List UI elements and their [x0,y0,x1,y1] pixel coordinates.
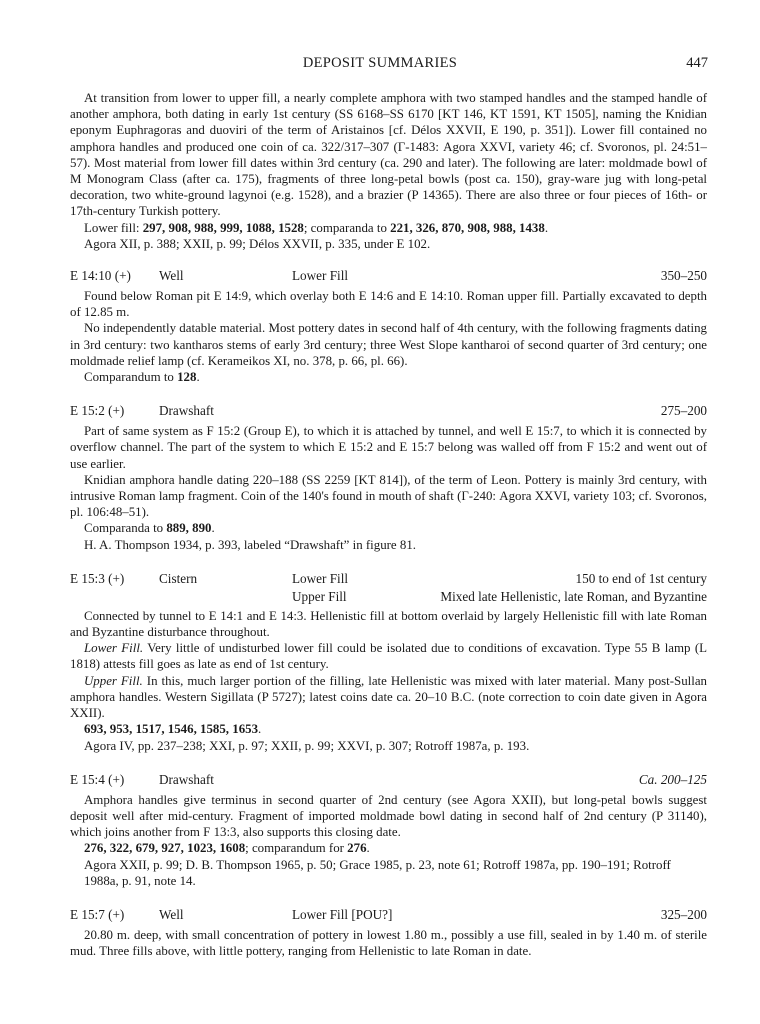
running-head [0,55,760,75]
comparanda-prefix: ; comparanda to [303,220,391,235]
deposit-date: 275–200 [660,403,707,419]
deposit-catalogue [70,520,707,536]
deposit-id: E 15:4 (+) [70,771,125,787]
deposit-references: Agora XXII, p. 99; D. B. Thompson 1965, p. 50; Grace 1985, p. 23, note 61; Rotroff 1987a, pp. 190–191; Rotroff 1988a, p. 91, note 14. [84,857,671,888]
deposit-heading [70,571,707,589]
deposit-id: E 14:10 (+) [70,268,131,284]
lower-fill-label: Lower Fill. [84,641,144,656]
deposit-catalogue [70,840,707,856]
deposit-type: Drawshaft [159,771,214,787]
deposit-date: 350–250 [660,268,707,284]
deposit-references: H. A. Thompson 1934, p. 393, labeled “Drawshaft” in figure 81. [84,537,416,552]
deposit-heading [70,268,707,286]
deposit-description: Connected by tunnel to E 14:1 and E 14:3. Hellenistic fill at bottom overlaid by largely Hellenistic fill with late Roman and Byzantine disturbance throughout. [70,608,707,640]
upper-fill-paragraph [70,673,707,722]
deposit-catalogue [70,721,707,737]
deposit-type: Cistern [159,570,198,586]
deposit-references: Agora IV, pp. 237–238; XXI, p. 97; XXII, p. 99; XXVI, p. 307; Rotroff 1987a, p. 193. [84,738,530,753]
deposit-description: Amphora handles give terminus in second quarter of 2nd century (see Agora XXII), but long-petal bowls suggest deposit well after mid-century. Fragment of imported moldmade bowl dating in second half of 2nd century (P 31140), which joins another from F 13:3, also supports this closing date. [70,792,707,840]
deposit-e-15-2 [70,403,707,553]
lower-fill-paragraph [70,640,707,672]
catalogue-prefix: Comparandum to [84,370,178,385]
lower-fill-prefix: Lower fill: [84,220,143,235]
deposit-description: Found below Roman pit E 14:9, which overlay both E 14:6 and E 14:10. Roman upper fill. Partially excavated to depth of 12.85 m. [70,289,707,320]
deposit-heading [70,907,707,925]
deposit-e-15-4 [70,772,707,889]
deposit-date-upper: Mixed late Hellenistic, late Roman, and Byzantine [440,588,707,604]
upper-fill-label: Upper Fill. [84,673,143,688]
catalogue-prefix: Comparanda to [84,521,167,536]
catalogue-mid: ; comparandum for [245,841,348,856]
deposit-heading-upper [70,589,707,606]
page-body [70,90,707,959]
intro-paragraph: At transition from lower to upper fill, a nearly complete amphora with two stamped handles and the stamped handle of another amphora, both dating in early 1st century (SS 6168–SS 6170 [KT 146, KT 1591, KT 1505], naming the Knidian eponym Euphragoras and duoviri of the term of Aristainos [cf. Délos XXVII, E 190, p. 351]). Lower fill contained no amphora handles and produced one coin of ca. 322/317–307 (Γ-1483: Agora XXVI, variety 46; cf. Svoronos, pl. 24:51–57). Most material from lower fill dates within 3rd century (ca. 290 and later). The following are later: moldmade bowl of M Monogram Class (after ca. 175), fragments of three long-petal bowls (post ca. 150), gray-ware jug with long-petal decoration, two white-ground lagynoi (e.g. 1528), and a brazier (P 14365). There are also three or four pieces of 16th- or 17th-century Turkish pottery. [70,91,707,219]
comparanda-numbers: 221, 326, 870, 908, 988, 1438 [390,220,545,235]
deposit-description: Part of same system as F 15:2 (Group E), to which it is attached by tunnel, and well E 15:7, to which it is connected by overflow channel. The part of the system to which E 15:2 and E 15:7 belong was walled off from F 15:2 and went out of use earlier. [70,424,707,471]
deposit-heading [70,403,707,421]
deposit-date: 150 to end of 1st century [575,570,707,586]
catalogue-suffix: . [258,722,262,737]
deposit-e-14-10 [70,268,707,385]
catalogue-period: . [544,220,549,235]
deposit-heading [70,772,707,790]
deposit-id: E 15:3 (+) [70,570,125,586]
lower-fill-numbers: 297, 908, 988, 999, 1088, 1528 [142,220,304,235]
catalogue-suffix: . [366,841,370,856]
deposit-e-15-7 [70,907,707,959]
deposit-fill: Lower Fill [POU?] [292,906,393,922]
intro-references: Agora XII, p. 388; XXII, p. 99; Délos XXVII, p. 335, under E 102. [84,236,431,251]
catalogue-numbers: 693, 953, 1517, 1546, 1585, 1653 [84,722,259,737]
catalogue-numbers: 276, 322, 679, 927, 1023, 1608 [84,841,246,856]
catalogue-numbers: 889, 890 [166,521,212,536]
deposit-date: 325–200 [660,906,707,922]
catalogue-suffix: . [211,521,215,536]
deposit-fill: Lower Fill [292,268,349,284]
deposit-type: Well [159,268,184,284]
deposit-type: Drawshaft [159,403,214,419]
catalogue-numbers-2: 276 [347,841,367,856]
page-number: 447 [686,55,708,71]
intro-catalogue-line [70,220,707,236]
deposit-description: 20.80 m. deep, with small concentration of pottery in lowest 1.80 m., possibly a use fill, sealed in by 1.40 m. of sterile mud. Three fills above, with little pottery, ranging from Hellenistic to late Roman in date. [70,927,707,959]
deposit-type: Well [159,906,184,922]
catalogue-numbers: 128 [177,370,197,385]
deposit-fill-upper: Upper Fill [292,588,347,604]
deposit-e-15-3 [70,571,707,754]
catalogue-suffix: . [196,370,200,385]
lower-fill-text: Very little of undisturbed lower fill could be isolated due to conditions of excavation. Type 55 B lamp (L 1818) attests fill goes as late as end of 1st century. [70,641,707,672]
upper-fill-text: In this, much larger portion of the filling, late Hellenistic was mixed with later material. Many post-Sullan amphora handles. Western Sigillata (P 5727); latest coins date ca. 20–10 B.C. (note correction to coin date given in Agora XXII). [70,673,707,721]
running-title: DEPOSIT SUMMARIES [302,55,458,71]
deposit-id: E 15:7 (+) [70,906,125,922]
deposit-fill: Lower Fill [292,570,349,586]
deposit-dating: Knidian amphora handle dating 220–188 (SS 2259 [KT 814]), of the term of Leon. Pottery is mainly 3rd century, with intrusive Roman lamp fragment. Coin of the 140's found in mouth of shaft (Γ-240: Agora XXVI, variety 103; cf. Svoronos, pl. 106:48–51). [70,472,707,520]
deposit-dating: No independently datable material. Most pottery dates in second half of 4th century, with the following fragments dating in 3rd century: two kantharos stems of early 3rd century; three West Slope kantharoi of second quarter of 3rd century; one moldmade relief lamp (cf. Kerameikos XI, no. 378, p. 66, pl. 66). [70,321,707,368]
deposit-id: E 15:2 (+) [70,403,125,419]
deposit-catalogue [70,369,707,385]
deposit-date: Ca. 200–125 [638,771,707,787]
